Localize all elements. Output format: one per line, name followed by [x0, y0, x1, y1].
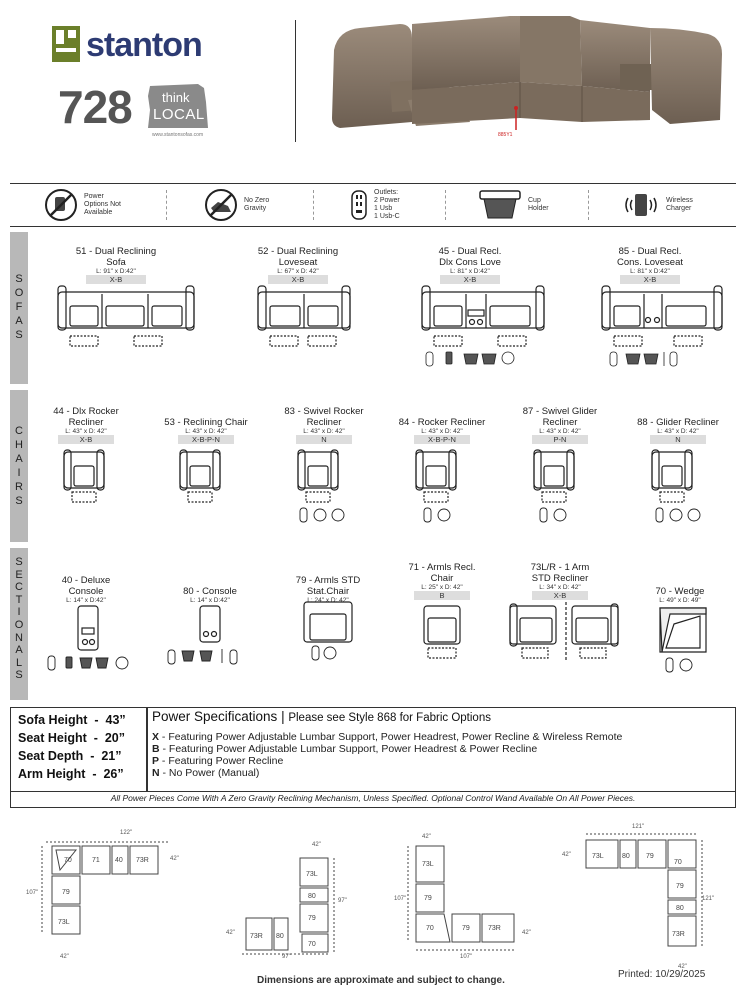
chairs-letter: A — [15, 453, 23, 465]
product-chair-83 — [272, 406, 376, 444]
product-name-line2: Recliner — [68, 417, 104, 428]
product-name-line2: Cons. Loveseat — [616, 257, 683, 268]
site-url: www.stantonsofas.com — [152, 132, 204, 138]
layout-piece-label: 73L — [306, 871, 318, 878]
sectional-70-diagram — [660, 608, 706, 652]
power-options-not-available-icon — [324, 647, 336, 659]
chair-84-diagram — [416, 450, 456, 502]
product-dimensions: L: 43" x D: 42" — [303, 428, 345, 435]
cup-holder-icon — [464, 354, 478, 364]
product-name: 45 - Dual Recl. — [438, 246, 502, 257]
legend-text-line: 2 Power — [374, 197, 400, 204]
spec-seat-height: Seat Height - 20” — [18, 731, 125, 745]
power-spec-line-b — [152, 743, 537, 755]
cup-holder-icon — [200, 651, 212, 661]
product-name-line2: Sofa — [106, 257, 126, 268]
spec-key: X — [152, 731, 160, 743]
legend-text-line: 1 Usb — [374, 205, 393, 212]
outlets-icon — [168, 650, 175, 664]
legend-separator — [313, 190, 314, 220]
sofas-label — [10, 272, 28, 342]
product-power-code: X-B — [532, 591, 588, 600]
sofa-diagrams — [30, 280, 736, 380]
product-chair-88 — [626, 417, 730, 444]
spec-desc: - Featuring Power Adjustable Lumbar Support, Power Headrest & Power Recline — [159, 743, 538, 755]
product-name-line2: Dlx Cons Love — [439, 257, 501, 268]
chairs-letter: C — [15, 425, 23, 437]
product-power-code: X-B-P-N — [178, 435, 234, 444]
spec-label: Sofa Height — [18, 713, 88, 727]
product-power-code: N — [650, 435, 706, 444]
cup-holder-icon — [96, 658, 108, 668]
chairs-letter: H — [15, 439, 23, 451]
sofa-45-diagram — [422, 286, 544, 346]
product-dimensions: L: 34" x D: 42" — [539, 584, 581, 591]
brand-name: stanton — [86, 26, 202, 64]
sofa-85-diagram — [602, 286, 722, 346]
sectionals-letter: S — [15, 556, 23, 568]
power-options-not-available-icon — [680, 659, 692, 671]
layout-piece-label: 73R — [250, 933, 263, 940]
layout-piece-label: 79 — [646, 853, 654, 860]
product-power-code: X-B — [268, 275, 328, 284]
product-sofa-51 — [56, 246, 176, 284]
chairs-letter: I — [17, 467, 21, 479]
sectionals-letter: E — [15, 568, 23, 581]
sectionals-label — [10, 556, 28, 682]
layout-piece-label: 79 — [62, 889, 70, 896]
legend-text-line: Holder — [528, 205, 549, 212]
layout4-top-dim: 121" — [632, 824, 645, 830]
product-dimensions: L: 14" x D:42" — [190, 597, 230, 604]
product-name: 71 - Armls Recl. — [408, 562, 476, 573]
chair-87-icons — [540, 508, 566, 522]
outlets-icon — [656, 508, 663, 522]
product-sofa-85 — [590, 246, 710, 284]
layout2-bottom-dim: 97" — [282, 954, 291, 960]
layout-piece-label: 79 — [308, 915, 316, 922]
legend-text-line: Gravity — [244, 205, 267, 212]
sectionals-letter: O — [14, 618, 24, 631]
layout-diagrams — [20, 822, 736, 970]
layout-piece-label: 73L — [422, 861, 434, 868]
sectional-73R-diagram — [572, 604, 618, 658]
product-name: 70 - Wedge — [655, 586, 705, 597]
layout-piece-label: 80 — [276, 933, 284, 940]
product-name: 40 - Deluxe — [61, 575, 111, 586]
outlets-icon — [300, 508, 307, 522]
layout-piece-label: 79 — [676, 883, 684, 890]
product-name: 73L/R - 1 Arm — [530, 562, 590, 573]
power-spec-line-x — [152, 731, 622, 743]
sectional-80-icons — [168, 649, 237, 664]
layout2-left-dim: 42" — [226, 930, 235, 936]
sectional-79-icons — [312, 646, 336, 660]
sectional-40-diagram — [78, 606, 98, 650]
legend-text-line: 1 Usb-C — [374, 213, 400, 220]
product-name: 83 - Swivel Rocker — [284, 406, 364, 417]
spec-desc: - Featuring Power Adjustable Lumbar Support, Power Headrest, Power Recline & Wireless Remote — [159, 731, 623, 743]
legend-text-line: Charger — [666, 205, 692, 212]
legend-text-line: Options Not — [84, 201, 121, 208]
wireless-charger-icon — [446, 352, 452, 364]
product-name: 80 - Console — [183, 586, 237, 597]
product-dimensions: L: 43" x D: 42" — [65, 428, 107, 435]
layout1-top-dim: 122" — [120, 830, 133, 836]
product-dimensions: L: 24" x D: 42" — [307, 597, 349, 604]
outlets-icon — [666, 658, 673, 672]
wireless-charger-icon — [622, 190, 660, 220]
layout-piece-label: 80 — [308, 893, 316, 900]
product-dimensions: L: 43" x D: 42" — [657, 428, 699, 435]
sectionals-letter: N — [15, 631, 23, 644]
power-options-not-available-icon — [502, 352, 514, 364]
layout3-bottom-dim: 107" — [460, 954, 473, 960]
legend-text-line: No Zero — [244, 197, 270, 204]
product-dimensions: L: 67" x D: 42" — [277, 268, 319, 275]
hero-sectional-image — [320, 10, 730, 150]
header-divider — [295, 20, 296, 142]
layout-piece-label: 70 — [426, 925, 434, 932]
product-dimensions: L: 43" x D: 42" — [185, 428, 227, 435]
power-spec-line-n — [152, 767, 259, 779]
power-options-not-available-icon — [44, 188, 78, 222]
chair-87-diagram — [534, 450, 574, 502]
sectional-80-diagram — [200, 606, 220, 642]
product-dimensions: L: 81" x D:42" — [630, 268, 670, 275]
outlets-icon — [350, 189, 368, 221]
sofas-letter: S — [15, 329, 23, 341]
spec-desc: - Featuring Power Recline — [159, 755, 284, 767]
product-name: 51 - Dual Reclining — [75, 246, 157, 257]
sectionals-letter: L — [15, 656, 23, 669]
legend-outlets — [350, 186, 400, 224]
sectional-79-diagram — [304, 602, 352, 642]
cup-holder-icon — [644, 354, 658, 364]
sectional-diagrams — [30, 600, 736, 704]
product-name-line2: Console — [68, 586, 104, 597]
product-power-code: N — [296, 435, 352, 444]
spec-desc: - No Power (Manual) — [159, 767, 260, 779]
fabric-swatch-label: 885Y1 — [498, 132, 513, 138]
layout-piece-label: 80 — [676, 905, 684, 912]
chair-84-icons — [424, 508, 450, 522]
product-sectional-73 — [508, 562, 612, 600]
product-dimensions: L: 43" x D: 42" — [421, 428, 463, 435]
legend-text-line: Outlets: — [374, 189, 399, 196]
think-local-line2: LOCAL — [153, 106, 205, 123]
cup-holder-icon — [182, 651, 194, 661]
spec-value: 20” — [104, 731, 125, 745]
spec-value: 21” — [101, 749, 122, 763]
sofas-letter: A — [15, 315, 23, 327]
product-chair-53 — [154, 417, 258, 444]
outlets-icon — [670, 352, 677, 366]
spec-bottom-line — [10, 791, 736, 792]
product-dimensions: L: 81" x D:42" — [450, 268, 490, 275]
cup-holder-icon — [626, 354, 640, 364]
outlets-icon — [48, 656, 55, 670]
power-options-not-available-icon — [116, 657, 128, 669]
product-power-code: X-B — [86, 275, 146, 284]
product-name: 84 - Rocker Recliner — [398, 417, 486, 428]
product-dimensions: L: 43" x D: 42" — [539, 428, 581, 435]
product-sofa-45 — [410, 246, 530, 284]
product-name-line2: Loveseat — [278, 257, 318, 268]
sofa-45-feature-icons — [426, 352, 514, 366]
layout-piece-label: 79 — [462, 925, 470, 932]
spec-seat-depth: Seat Depth - 21” — [18, 749, 122, 763]
product-sofa-52 — [238, 246, 358, 284]
product-name-line2: STD Recliner — [531, 573, 589, 584]
legend-wireless-charger — [622, 186, 693, 224]
layout2-top-dim: 42" — [312, 842, 321, 848]
layout4-left-dim: 42" — [562, 852, 571, 858]
layout1-left-dim: 107" — [26, 890, 39, 896]
legend-cup-holder — [478, 186, 549, 224]
spec-label: Arm Height — [18, 767, 86, 781]
spec-value: 26” — [103, 767, 124, 781]
layout3-right-dim: 42" — [522, 930, 531, 936]
cup-holder-icon — [482, 354, 496, 364]
chair-88-diagram — [652, 450, 692, 502]
spec-key: P — [152, 755, 160, 767]
spec-divider — [146, 707, 148, 791]
product-power-code: X-B — [620, 275, 680, 284]
product-power-code: X-B — [58, 435, 114, 444]
product-name: 87 - Swivel Glider — [522, 406, 598, 417]
layout-piece-label: 40 — [115, 857, 123, 864]
no-zero-gravity-icon — [204, 188, 238, 222]
legend-separator — [588, 190, 589, 220]
outlets-icon — [426, 352, 433, 366]
product-name: 85 - Dual Recl. — [618, 246, 682, 257]
sectionals-letter: A — [15, 644, 23, 657]
layout-piece-label: 73L — [592, 853, 604, 860]
sofas-letter: F — [15, 301, 23, 313]
outlets-icon — [610, 352, 617, 366]
power-options-not-available-icon — [332, 509, 344, 521]
spec-value: 43” — [105, 713, 126, 727]
spec-label: Seat Height — [18, 731, 87, 745]
product-name-line2: Stat.Chair — [306, 586, 350, 597]
product-name-line2: Chair — [430, 573, 454, 584]
layout-piece-label: 79 — [424, 895, 432, 902]
product-power-code: P-N — [532, 435, 588, 444]
spec-key: N — [152, 767, 160, 779]
product-dimensions: L: 49" x D: 49" — [659, 597, 701, 604]
product-sectional-71 — [390, 562, 494, 600]
product-chair-87 — [508, 406, 612, 444]
product-name: 88 - Glider Recliner — [637, 417, 719, 428]
wireless-charger-icon — [66, 657, 72, 668]
chair-88-icons — [656, 508, 700, 522]
sectionals-letter: C — [15, 581, 23, 594]
layout4-diagram — [586, 834, 702, 946]
product-chair-84 — [390, 417, 494, 444]
spec-key: B — [152, 743, 160, 755]
layout-piece-label: 73R — [488, 925, 501, 932]
chair-83-diagram — [298, 450, 338, 502]
stanton-logo-icon — [52, 26, 80, 62]
legend-power-options — [44, 186, 121, 224]
outlets-icon — [424, 508, 431, 522]
sofas-letter: O — [14, 287, 24, 299]
legend-text-line: Cup — [528, 197, 541, 204]
sectional-40-icons — [48, 656, 128, 670]
product-chair-44 — [34, 406, 138, 444]
no-zero-gravity-icon — [438, 509, 450, 521]
legend-separator — [166, 190, 167, 220]
sectional-73L-diagram — [510, 604, 556, 658]
product-name: 79 - Armls STD — [295, 575, 361, 586]
chairs-label — [10, 424, 28, 508]
layout4-right-dim: 121" — [702, 896, 715, 902]
power-spec-title: Power Specifications — [152, 709, 278, 724]
no-zero-gravity-icon — [314, 509, 326, 521]
layout1-bottom-dim: 42" — [60, 954, 69, 960]
chair-44-diagram — [64, 450, 104, 502]
cup-holder-icon — [80, 658, 92, 668]
layout-piece-label: 80 — [622, 853, 630, 860]
product-name-line2: Recliner — [542, 417, 578, 428]
layout-piece-label: 71 — [92, 857, 100, 864]
outlets-icon — [230, 650, 237, 664]
sofa-52-diagram — [258, 286, 350, 346]
power-spec-heading: Power Specifications | Please see Style 868 for Fabric Options — [152, 709, 491, 724]
outlets-icon — [540, 508, 547, 522]
sofa-85-feature-icons — [610, 352, 677, 366]
spec-arm-height: Arm Height - 26” — [18, 767, 124, 781]
product-name: 44 - Dlx Rocker — [53, 406, 119, 417]
product-power-code: B — [414, 591, 470, 600]
no-zero-gravity-icon — [554, 509, 566, 521]
legend-text-line: Available — [84, 209, 113, 216]
power-options-not-available-icon — [688, 509, 700, 521]
chairs-letter: S — [15, 495, 23, 507]
sectionals-letter: S — [15, 669, 23, 682]
layout-piece-label: 70 — [674, 859, 682, 866]
sofa-51-diagram — [58, 286, 194, 346]
outlets-icon — [312, 646, 319, 660]
sofas-letter: S — [15, 273, 23, 285]
product-dimensions: L: 14" x D:42" — [66, 597, 106, 604]
cup-holder-icon — [478, 188, 522, 222]
layout1-right-dim: 42" — [170, 856, 179, 862]
layout-piece-label: 73R — [672, 931, 685, 938]
layout-piece-label: 70 — [308, 941, 316, 948]
dimensions-note: Dimensions are approximate and subject to change. — [257, 975, 505, 986]
chairs-letter: R — [15, 481, 23, 493]
layout4-bottom-dim: 42" — [678, 964, 687, 970]
sectionals-letter: I — [17, 606, 21, 619]
legend-text-line: Wireless — [666, 197, 693, 204]
sectionals-letter: T — [15, 593, 23, 606]
sectional-71-diagram — [424, 606, 460, 658]
product-name-line2: Recliner — [306, 417, 342, 428]
chair-diagrams — [30, 446, 736, 536]
layout-piece-label: 73L — [58, 919, 70, 926]
product-name: 53 - Reclining Chair — [164, 417, 248, 428]
power-note: All Power Pieces Come With A Zero Gravity Reclining Mechanism, Unless Specified. Optional Control Wand Available On All Power Pieces. — [110, 793, 636, 803]
legend-separator — [445, 190, 446, 220]
product-dimensions: L: 25" x D: 42" — [421, 584, 463, 591]
printed-date: Printed: 10/29/2025 — [618, 969, 706, 980]
spec-sofa-height: Sofa Height - 43” — [18, 713, 126, 727]
product-power-code: X-B-P-N — [414, 435, 470, 444]
fabric-note: Please see Style 868 for Fabric Options — [288, 712, 491, 724]
chair-53-diagram — [180, 450, 220, 502]
no-zero-gravity-icon — [670, 509, 682, 521]
sectional-70-icons — [666, 658, 692, 672]
layout3-top-dim: 42" — [422, 834, 431, 840]
product-power-code: X-B — [440, 275, 500, 284]
layout-piece-label: 73R — [136, 857, 149, 864]
power-spec-line-p — [152, 755, 283, 767]
layout-piece-label: 70 — [64, 857, 72, 864]
style-number: 728 — [58, 81, 132, 133]
layout2-right-dim: 97" — [338, 898, 347, 904]
legend-no-zero-gravity — [204, 186, 269, 224]
spec-label: Seat Depth — [18, 749, 84, 763]
layout3-left-dim: 107" — [394, 896, 407, 902]
chair-83-icons — [300, 508, 344, 522]
think-local-line1: think — [162, 90, 190, 105]
product-name: 52 - Dual Reclining — [257, 246, 339, 257]
legend-text-line: Power — [84, 193, 104, 200]
product-dimensions: L: 91" x D:42" — [96, 268, 136, 275]
